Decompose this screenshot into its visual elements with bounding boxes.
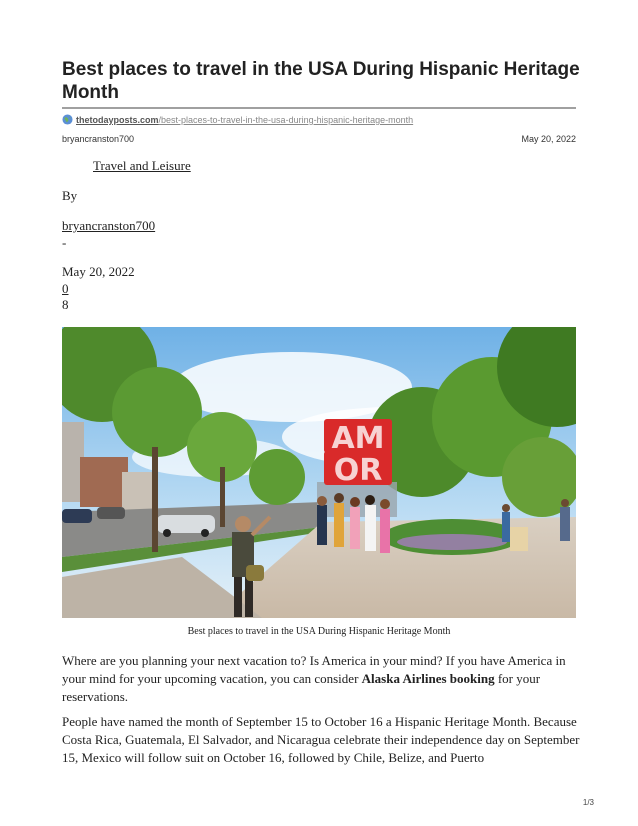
source-path-link[interactable]: /best-places-to-travel-in-the-usa-during-hispanic-heritage-month	[158, 115, 414, 125]
alaska-airlines-booking-link[interactable]: Alaska Airlines booking	[361, 671, 495, 686]
comments-count-link[interactable]: 0	[62, 281, 69, 296]
article-photo	[62, 327, 576, 618]
globe-icon	[62, 114, 73, 125]
views-count: 8	[62, 297, 69, 312]
author-link[interactable]: bryancranston700	[62, 218, 156, 233]
sign-text-top: AM	[331, 421, 385, 456]
source-line	[62, 114, 413, 125]
article-title: Best places to travel in the USA During Hispanic Heritage Month	[62, 59, 580, 103]
paragraph-intro	[62, 652, 582, 706]
page-number: 1/3	[582, 798, 594, 807]
category-link[interactable]: Travel and Leisure	[93, 158, 191, 173]
by-label: By	[62, 188, 78, 203]
meta-separator: -	[62, 235, 67, 250]
header-date: May 20, 2022	[521, 134, 576, 144]
paragraph-intro-text-end: for your reservations.	[62, 671, 541, 704]
sign-text-bottom: OR	[333, 453, 383, 488]
title-divider	[62, 107, 576, 109]
source-domain-link[interactable]: thetodayposts.com	[76, 115, 159, 125]
header-author: bryancranston700	[62, 134, 135, 144]
paragraph-intro-text: Where are you planning your next vacation to? Is America in your mind? If you have America in your mind for your upcoming vacation, you can consider	[62, 653, 566, 686]
paragraph-heritage-month: People have named the month of September 15 to October 16 a Hispanic Heritage Month. Because Costa Rica, Guatemala, El Salvador, and Nicaragua celebrate their independence day on September 15, Mexico will follow suit on October 16, followed by Chile, Belize, and Puerto	[62, 714, 580, 765]
amor-sculpture-photo	[62, 327, 576, 618]
image-caption: Best places to travel in the USA During Hispanic Heritage Month	[187, 626, 451, 637]
publish-date: May 20, 2022	[62, 264, 135, 279]
